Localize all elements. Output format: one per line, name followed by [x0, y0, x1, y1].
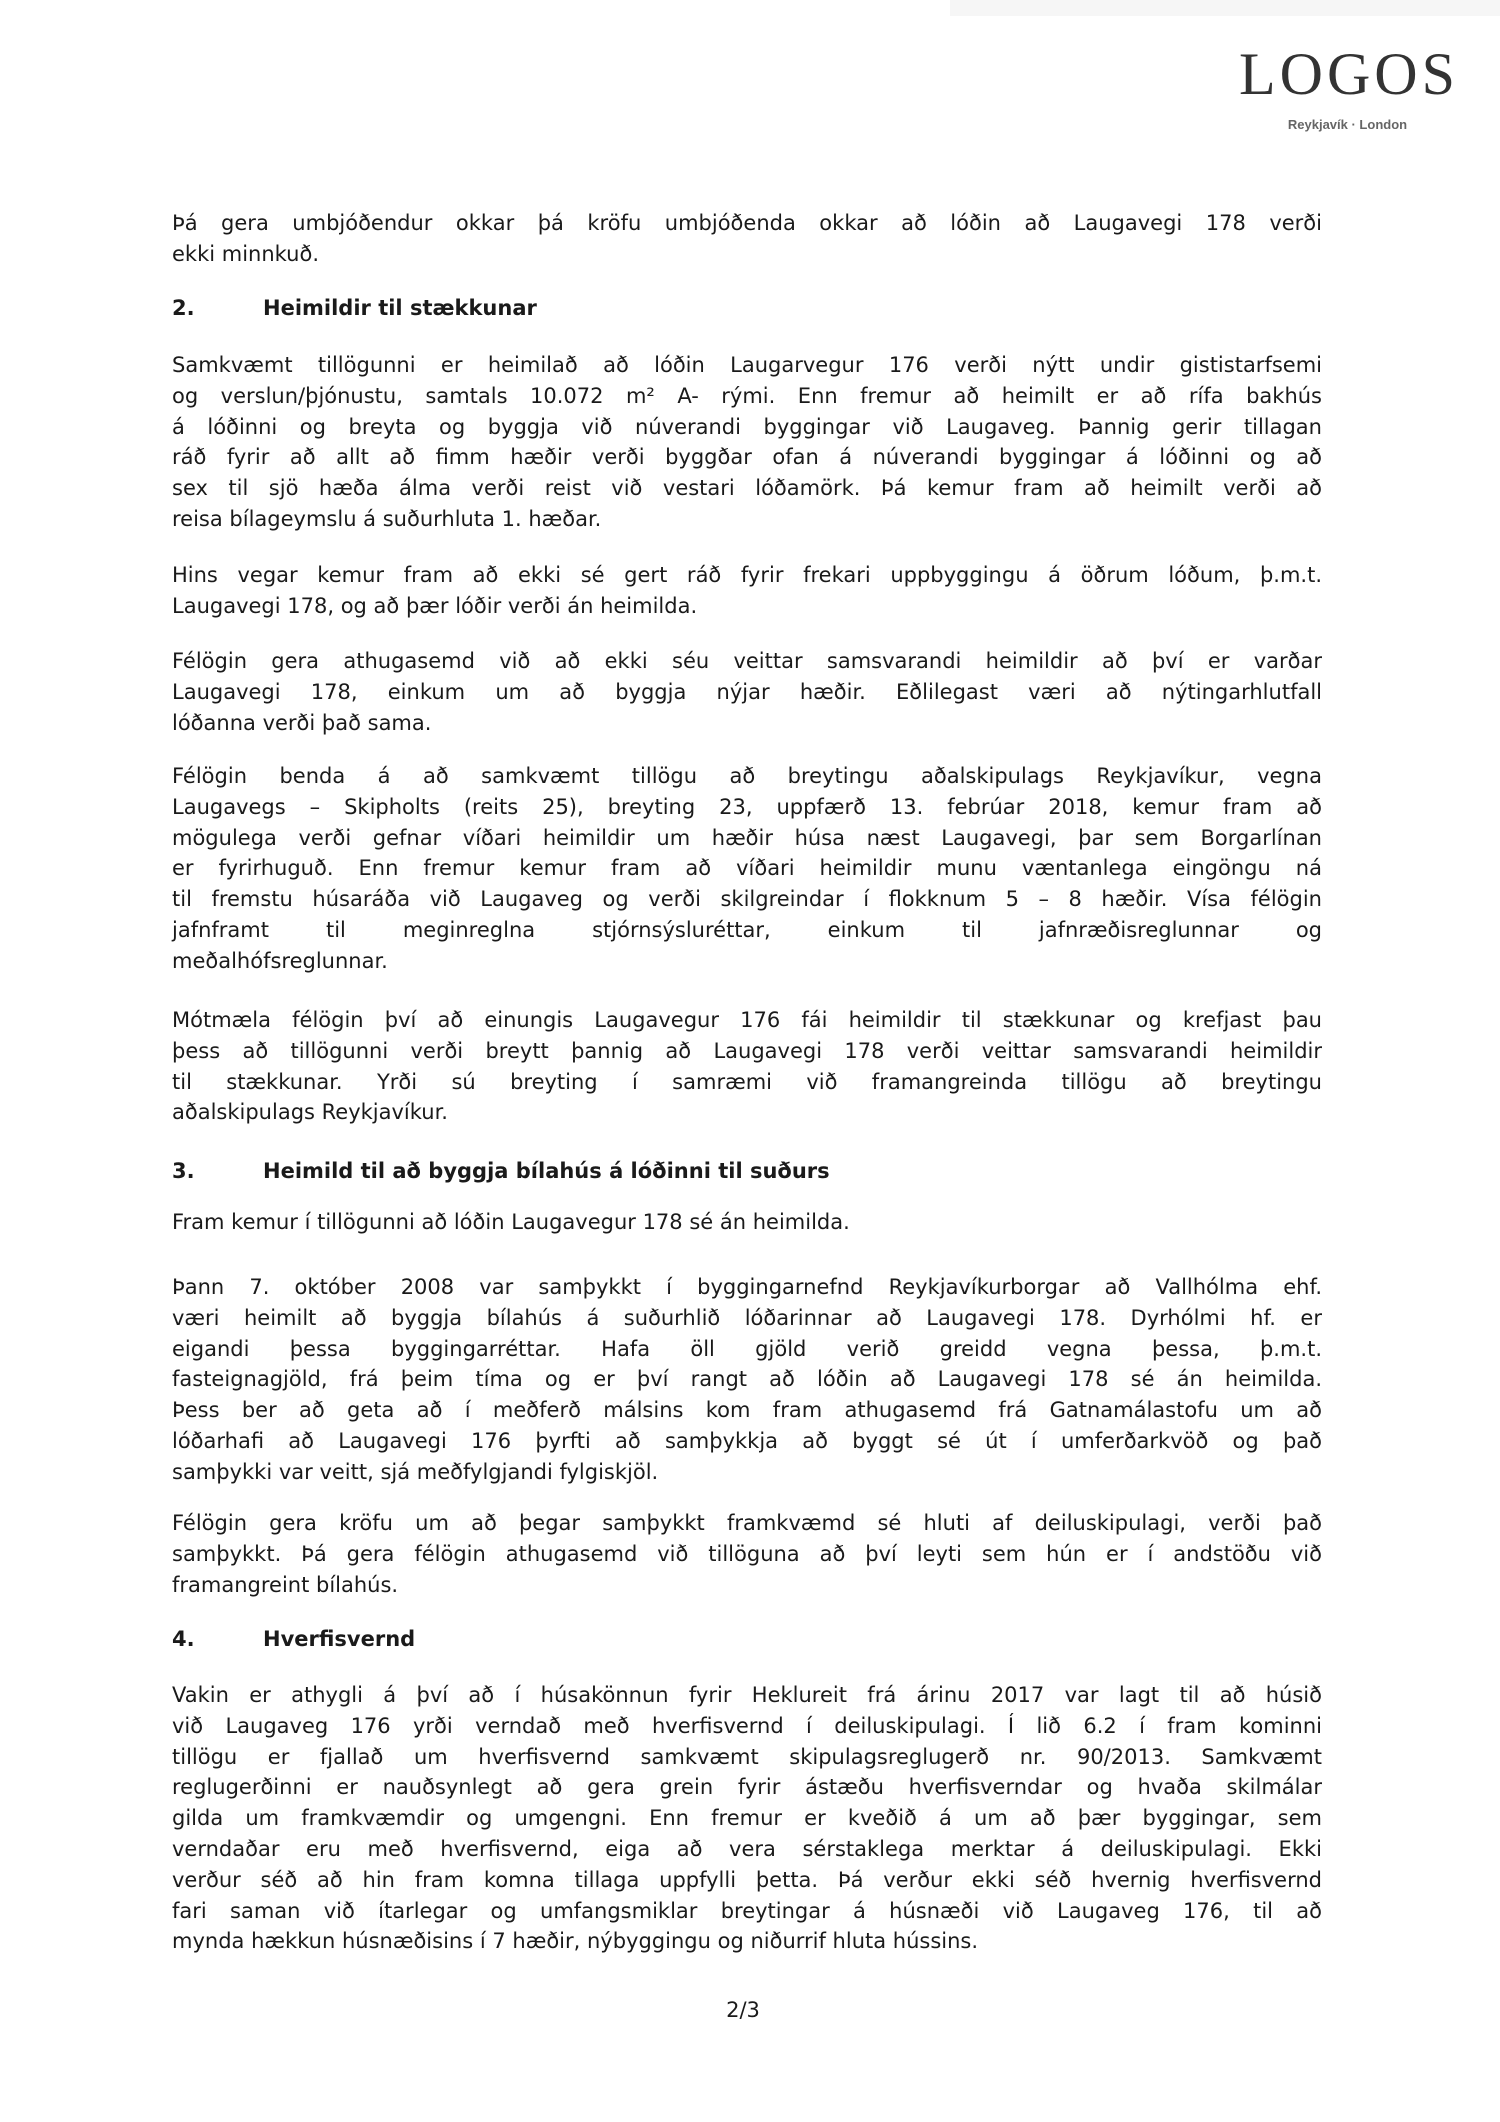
text-line: fari saman við ítarlegar og umfangsmiklar breytingar á húsnæði við Laugaveg 176, til að — [172, 1898, 1322, 1923]
text-line: Fram kemur í tillögunni að lóðin Laugavegur 178 sé án heimilda. — [172, 1210, 850, 1234]
text-line: reglugerðinni er nauðsynlegt að gera grein fyrir ástæðu hverfisverndar og hvaða skilmálar — [172, 1775, 1322, 1800]
text-line: Laugavegi 178, einkum um að byggja nýjar hæðir. Eðlilegast væri að nýtingarhlutfall — [172, 679, 1322, 704]
scan-artifact — [950, 0, 1500, 16]
text-line: ráð fyrir að allt að fimm hæðir verði byggðar ofan á núverandi byggingar á lóðinni og að — [172, 445, 1322, 470]
text-line: Félögin gera kröfu um að þegar samþykkt framkvæmd sé hluti af deiluskipulagi, verði það — [172, 1511, 1322, 1535]
logo-tagline: Reykjavík · London — [1287, 117, 1408, 132]
text-line: Mótmæla félögin því að einungis Laugavegur 176 fái heimildir til stækkunar og krefjast þau — [172, 1008, 1322, 1032]
paragraph — [172, 1005, 1322, 1128]
text-line: og verslun/þjónustu, samtals 10.072 m² A- rými. Enn fremur að heimilt er að rífa bakhús — [172, 383, 1322, 408]
text-line: Félögin benda á að samkvæmt tillögu að breytingu aðalskipulags Reykjavíkur, vegna — [172, 764, 1322, 788]
text-line: væri heimilt að byggja bílahús á suðurhlið lóðarinnar að Laugavegi 178. Dyrhólmi hf. er — [172, 1305, 1322, 1330]
text-line: Vakin er athygli á því að í húsakönnun fyrir Heklureit frá árinu 2017 var lagt til að húsið — [172, 1683, 1322, 1707]
text-line: mögulega verði gefnar víðari heimildir um hæðir húsa næst Laugavegi, þar sem Borgarlínan — [172, 825, 1322, 850]
text-line: jafnframt til meginreglna stjórnsýsluréttar, einkum til jafnræðisreglunnar og — [172, 917, 1322, 942]
section-number: 2. — [172, 296, 195, 320]
page-number: 2/3 — [726, 1998, 760, 2022]
text-line: verður séð að hin fram komna tillaga uppfylli þetta. Þá verður ekki séð hvernig hverfisvernd — [172, 1867, 1322, 1892]
section-number: 3. — [172, 1159, 195, 1183]
text-line: Samkvæmt tillögunni er heimilað að lóðin Laugarvegur 176 verði nýtt undir gististarfsemi — [172, 353, 1322, 377]
text-line: til fremstu húsaráða við Laugaveg og verði skilgreindar í flokknum 5 – 8 hæðir. Vísa félögin — [172, 887, 1322, 912]
text-line: tillögu er fjallað um hverfisvernd samkvæmt skipulagsreglugerð nr. 90/2013. Samkvæmt — [172, 1744, 1322, 1769]
text-line: fasteignagjöld, frá þeim tíma og er því rangt að lóðin að Laugavegi 178 sé án heimilda. — [172, 1367, 1322, 1392]
text-line: aðalskipulags Reykjavíkur. — [172, 1100, 448, 1125]
paragraph — [172, 1272, 1322, 1488]
section-title: Hverfisvernd — [263, 1627, 416, 1651]
paragraph — [172, 1207, 1322, 1238]
paragraph — [172, 1508, 1322, 1600]
text-line: mynda hækkun húsnæðisins í 7 hæðir, nýbyggingu og niðurrif hluta hússins. — [172, 1929, 979, 1954]
text-line: samþykki var veitt, sjá meðfylgjandi fylgiskjöl. — [172, 1459, 659, 1484]
section-title: Heimildir til stækkunar — [263, 296, 537, 320]
text-line: sex til sjö hæða álma verði reist við vestari lóðamörk. Þá kemur fram að heimilt verði að — [172, 476, 1322, 501]
text-line: Þann 7. október 2008 var samþykkt í byggingarnefnd Reykjavíkurborgar að Vallhólma ehf. — [172, 1275, 1322, 1299]
paragraph — [172, 350, 1322, 535]
text-line: þess að tillögunni verði breytt þannig að Laugavegi 178 verði veittar samsvarandi heimildir — [172, 1038, 1322, 1063]
text-line: til stækkunar. Yrði sú breyting í samræmi við framangreinda tillögu að breytingu — [172, 1069, 1322, 1094]
text-line: verndaðar eru með hverfisvernd, eiga að vera sérstaklega merktar á deiluskipulagi. Ekki — [172, 1836, 1322, 1861]
text-line: gilda um framkvæmdir og umgengni. Enn fremur er kveðið á um að þær byggingar, sem — [172, 1806, 1322, 1831]
section-title: Heimild til að byggja bílahús á lóðinni til suðurs — [263, 1159, 830, 1183]
section-number: 4. — [172, 1627, 195, 1651]
text-line: reisa bílageymslu á suðurhluta 1. hæðar. — [172, 506, 602, 531]
text-line: Félögin gera athugasemd við að ekki séu veittar samsvarandi heimildir að því er varðar — [172, 649, 1322, 673]
text-line: Laugavegi 178, og að þær lóðir verði án heimilda. — [172, 593, 698, 618]
logos-logo: LOGOS — [1238, 41, 1459, 107]
text-line: Hins vegar kemur fram að ekki sé gert ráð fyrir frekari uppbyggingu á öðrum lóðum, þ.m.t. — [172, 563, 1322, 587]
text-line: Þess ber að geta að í meðferð málsins kom fram athugasemd frá Gatnamálastofu um að — [172, 1398, 1322, 1423]
text-line: Laugavegs – Skipholts (reits 25), breyting 23, uppfærð 13. febrúar 2018, kemur fram að — [172, 794, 1322, 819]
text-line: samþykkt. Þá gera félögin athugasemd við tillöguna að því leyti sem hún er í andstöðu við — [172, 1541, 1322, 1566]
text-line: Þá gera umbjóðendur okkar þá kröfu umbjóðenda okkar að lóðin að Laugavegi 178 verði — [172, 211, 1322, 235]
paragraph — [172, 1680, 1322, 1957]
text-line: á lóðinni og breyta og byggja við núverandi byggingar við Laugaveg. Þannig gerir tillagan — [172, 414, 1322, 439]
text-line: er fyrirhuguð. Enn fremur kemur fram að víðari heimildir munu væntanlega eingöngu ná — [172, 856, 1322, 881]
text-line: lóðarhafi að Laugavegi 176 þyrfti að samþykkja að byggt sé út í umferðarkvöð og það — [172, 1428, 1322, 1453]
text-line: framangreint bílahús. — [172, 1572, 399, 1597]
paragraph — [172, 646, 1322, 738]
paragraph — [172, 208, 1322, 270]
text-line: lóðanna verði það sama. — [172, 710, 432, 735]
text-line: eigandi þessa byggingarréttar. Hafa öll gjöld verið greidd vegna þessa, þ.m.t. — [172, 1336, 1322, 1361]
paragraph — [172, 560, 1322, 622]
text-line: við Laugaveg 176 yrði verndað með hverfisvernd í deiluskipulagi. Í lið 6.2 í fram kominni — [172, 1713, 1322, 1738]
text-line: meðalhófsreglunnar. — [172, 948, 388, 973]
text-line: ekki minnkuð. — [172, 241, 320, 266]
paragraph — [172, 761, 1322, 977]
